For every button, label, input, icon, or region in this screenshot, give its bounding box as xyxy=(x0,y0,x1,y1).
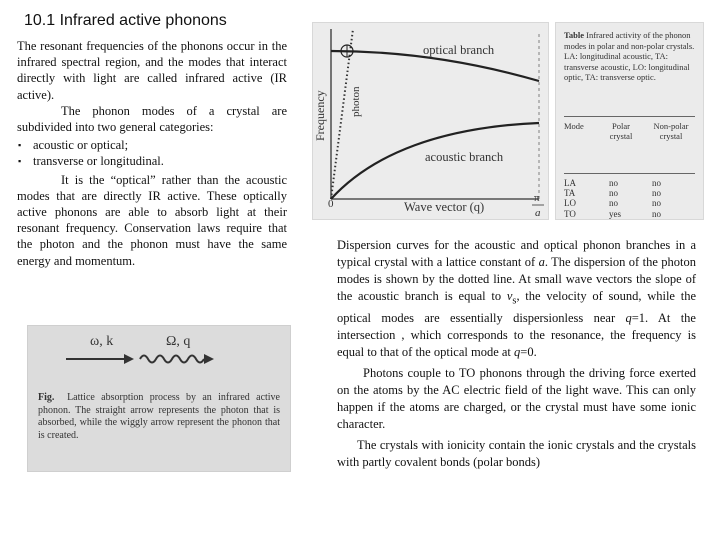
table-cell: TO xyxy=(564,208,576,219)
table-cell: no xyxy=(609,198,618,209)
list-item: ▪ transverse or longitudinal. xyxy=(17,153,287,169)
table-row xyxy=(564,188,695,198)
paragraph-to-phonon-coupling: Photons couple to TO phonons through the driving force exerted on the atoms by the AC electric field of the light wave. This can only happen if the atoms are charged, or the crystal must have some ionic character. xyxy=(337,365,696,431)
category-list xyxy=(17,137,287,169)
table-row xyxy=(564,198,695,208)
table-cell: no xyxy=(652,188,661,199)
caption-symbol: a xyxy=(538,255,545,269)
caption-text: =0. xyxy=(520,344,537,359)
list-item: ▪ acoustic or optical; xyxy=(17,137,287,153)
table-row xyxy=(564,178,695,188)
photon-symbol-label: ω, k xyxy=(90,334,114,349)
caption-symbol: q xyxy=(514,344,521,359)
caption-text: =1. At the intersection , which corresponds to the resonance, the frequency is equal to that of the optical mode at xyxy=(337,310,696,359)
paragraph-categories: The phonon modes of a crystal are subdivided into two general categories: xyxy=(17,103,287,135)
caption-text: , the velocity of sound, while the optical modes are essentially dispersionless near xyxy=(337,289,696,325)
caption-subscript: s xyxy=(512,295,517,307)
table-cell: TA xyxy=(564,188,576,199)
column-header-mode: Mode xyxy=(564,121,584,131)
table-cell: LA xyxy=(564,178,576,188)
absorption-figure-caption xyxy=(38,392,280,442)
table-row xyxy=(564,209,695,219)
left-column-text xyxy=(17,38,287,269)
figure-caption-text: Lattice absorption process by an infrared active phonon. The straight arrow represents the photon that is absorbed, while the wiggly arrow represent the phonon that is created. xyxy=(38,392,280,441)
paragraph-ionic-crystals: The crystals with ionicity contain the ionic crystals and the crystals with partly covalent bonds (polar bonds) xyxy=(337,437,696,469)
photon-arrowhead xyxy=(124,354,134,364)
table-cell: no xyxy=(609,188,618,199)
phonon-symbol-label: Ω, q xyxy=(166,334,191,349)
figure-label: Fig. xyxy=(38,392,55,403)
table-cell: yes xyxy=(609,208,621,219)
photon-label: photon xyxy=(350,86,362,117)
caption-text: Dispersion curves for the acoustic and optical phonon branches in a typical crystal with a lattice constant of xyxy=(337,238,696,269)
pi-label: π xyxy=(534,192,540,204)
right-column-text xyxy=(337,237,696,475)
table-top-rule xyxy=(564,116,695,117)
table-caption-label: Table xyxy=(564,30,585,40)
section-title: 10.1 Infrared active phonons xyxy=(24,12,227,29)
caption-symbol: v xyxy=(506,289,513,303)
column-header-nonpolar: Non-polar crystal xyxy=(653,121,689,141)
table-cell: LO xyxy=(564,198,576,209)
phonon-arrowhead xyxy=(204,354,214,364)
paragraph-intro: The resonant frequencies of the phonons occur in the infrared spectral region, and the modes that interact directly with light are called infrared active (IR active). xyxy=(17,39,287,102)
phonon-wiggly-arrow xyxy=(140,356,204,363)
x-axis-label: Wave vector (q) xyxy=(404,200,485,214)
lattice-absorption-figure xyxy=(27,325,291,472)
optical-branch-label: optical branch xyxy=(423,43,495,57)
dispersion-figure-caption xyxy=(337,237,696,361)
table-body xyxy=(564,178,695,219)
table-caption-text: Infrared activity of the phonon modes in polar and non-polar crystals. LA: longitudinal acoustic, TA: transverse acoustic, LO: longitudinal optic, TA: transverse optic. xyxy=(564,30,695,82)
acoustic-branch-label: acoustic branch xyxy=(425,150,504,164)
lattice-constant-label: a xyxy=(535,207,541,219)
caption-symbol: q xyxy=(625,310,632,325)
ir-activity-table-figure xyxy=(555,22,704,220)
dispersion-curve-plot xyxy=(313,23,548,219)
y-axis-label: Frequency xyxy=(313,90,327,141)
table-cell: no xyxy=(652,208,661,219)
dispersion-curve-figure xyxy=(312,22,549,220)
column-header-polar: Polar crystal xyxy=(609,121,633,141)
table-cell: no xyxy=(609,178,618,188)
table-header-rule xyxy=(564,173,695,174)
origin-label: 0 xyxy=(328,198,334,210)
caption-text: . The dispersion of the photon modes is shown by the dotted line. At small wave vectors the slope of the acoustic branch is equal to xyxy=(337,255,696,303)
table-cell: no xyxy=(652,198,661,209)
table-cell: no xyxy=(652,178,661,188)
paragraph-optical-modes: It is the “optical” rather than the acoustic modes that are directly IR active. These optically active phonons are able to absorb light at their resonant frequency. Conservation laws require that the photon and the phonon must have the same energy and momentum. xyxy=(17,172,287,268)
table-caption xyxy=(564,30,696,83)
